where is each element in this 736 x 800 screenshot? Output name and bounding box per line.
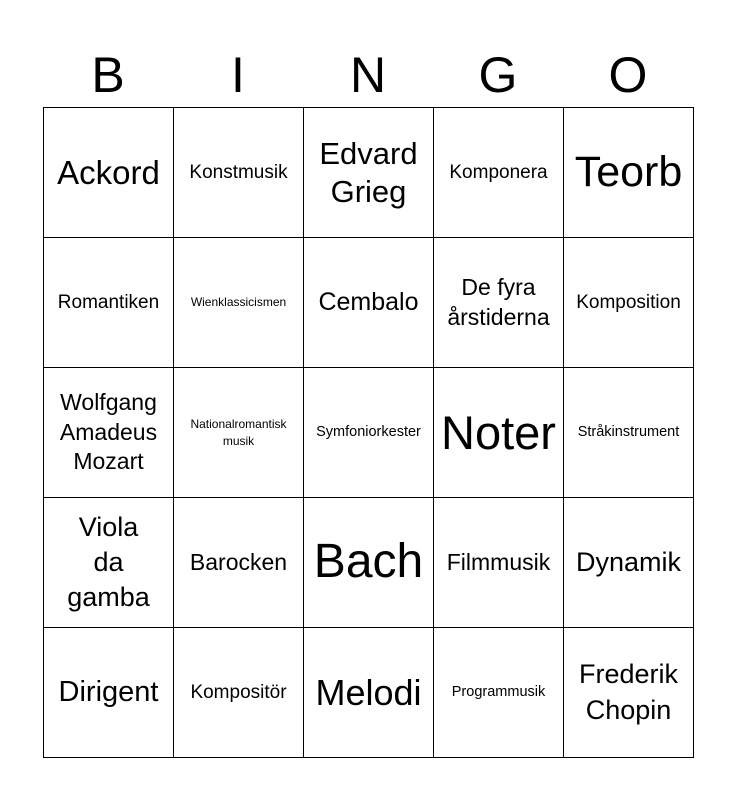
bingo-cell[interactable]: Romantiken <box>44 238 174 368</box>
header-letter-n: N <box>349 47 387 103</box>
bingo-cell[interactable]: Komponera <box>434 108 564 238</box>
bingo-cell[interactable]: Komposition <box>564 238 694 368</box>
bingo-cell[interactable]: Melodi <box>304 628 434 758</box>
header-letter-o: O <box>608 47 648 103</box>
header-letter-g: G <box>478 47 518 103</box>
bingo-cell[interactable]: Bach <box>304 498 434 628</box>
bingo-cell[interactable]: Wolfgang Amadeus Mozart <box>44 368 174 498</box>
bingo-cell[interactable]: Stråkinstrument <box>564 368 694 498</box>
bingo-cell[interactable]: Noter <box>434 368 564 498</box>
bingo-cell[interactable]: Filmmusik <box>434 498 564 628</box>
bingo-cell[interactable]: Cembalo <box>304 238 434 368</box>
bingo-cell[interactable]: Symfoniorkester <box>304 368 434 498</box>
bingo-header <box>43 44 693 106</box>
bingo-cell[interactable]: Barocken <box>174 498 304 628</box>
bingo-board <box>43 107 694 758</box>
header-letter-i: I <box>231 47 245 103</box>
bingo-cell[interactable]: Dirigent <box>44 628 174 758</box>
bingo-cell[interactable]: Ackord <box>44 108 174 238</box>
bingo-cell[interactable]: Kompositör <box>174 628 304 758</box>
bingo-cell[interactable]: Nationalromantisk musik <box>174 368 304 498</box>
bingo-cell[interactable]: Dynamik <box>564 498 694 628</box>
bingo-cell[interactable]: Frederik Chopin <box>564 628 694 758</box>
bingo-cell[interactable]: Programmusik <box>434 628 564 758</box>
header-letter-b: B <box>91 47 125 103</box>
bingo-cell[interactable]: Viola da gamba <box>44 498 174 628</box>
bingo-cell[interactable]: De fyra årstiderna <box>434 238 564 368</box>
bingo-cell[interactable]: Teorb <box>564 108 694 238</box>
bingo-cell[interactable]: Wienklassicismen <box>174 238 304 368</box>
bingo-cell[interactable]: Edvard Grieg <box>304 108 434 238</box>
bingo-cell[interactable]: Konstmusik <box>174 108 304 238</box>
